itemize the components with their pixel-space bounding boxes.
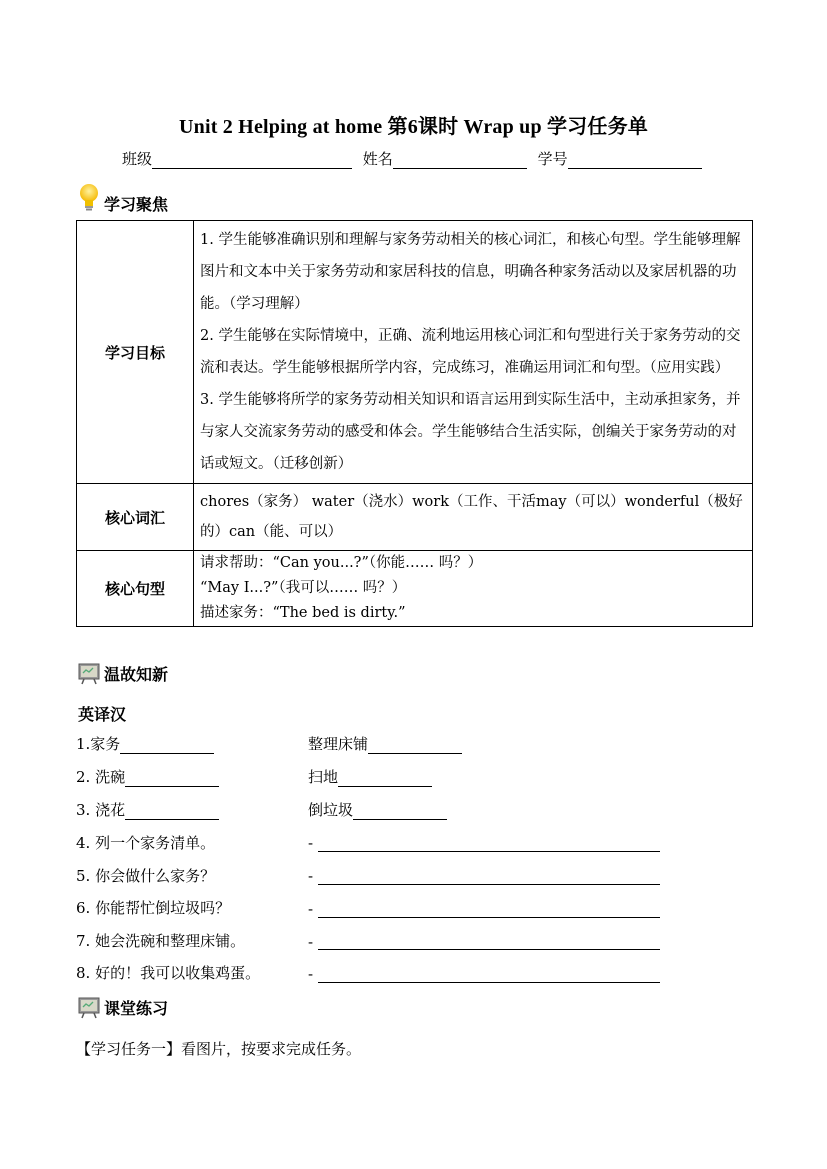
chalkboard-icon: [78, 663, 100, 685]
exercise-item: [308, 733, 462, 754]
review-heading: 温故知新: [104, 665, 169, 684]
learning-focus-table: [76, 220, 753, 627]
goals-label: 学习目标: [77, 221, 194, 484]
translate-subheading: 英译汉: [78, 705, 127, 724]
answer-blank[interactable]: [368, 736, 462, 754]
sentence-prompt: 7. 她会洗碗和整理床铺。: [76, 932, 246, 950]
chalkboard-icon: [78, 997, 100, 1019]
sentences-cell: [194, 551, 753, 627]
prompt-text: 扫地: [308, 768, 339, 786]
page-title: Unit 2 Helping at home 第6课时 Wrap up 学习任务单: [179, 116, 648, 138]
class-label: 班级: [122, 150, 153, 168]
vocab-label: 核心词汇: [77, 484, 194, 551]
name-field[interactable]: [393, 150, 527, 169]
dash-mark: -: [308, 900, 314, 918]
practice-section-header: [78, 996, 168, 1019]
focus-heading: 学习聚焦: [104, 195, 169, 214]
exercise-item: [308, 799, 447, 820]
answer-blank[interactable]: [338, 769, 432, 787]
answer-line[interactable]: [318, 981, 660, 983]
vocab-row: [77, 484, 753, 551]
task-instruction: 【学习任务一】看图片，按要求完成任务。: [76, 1040, 362, 1058]
id-field[interactable]: [568, 150, 702, 169]
dash-mark: -: [308, 834, 314, 852]
answer-blank[interactable]: [353, 802, 447, 820]
sentence-pattern: 描述家务：“The bed is dirty.”: [200, 605, 406, 621]
sentence-prompt: 6. 你能帮忙倒垃圾吗？: [76, 899, 231, 917]
sentence-pattern: “May I...?”（我可以…… 吗？）: [200, 580, 407, 596]
goal-item: 2. 学生能够在实际情境中，正确、流利地运用核心词汇和句型进行关于家务劳动的交流和表达。学生能够根据所学内容，完成练习，准确运用词汇和句型。（应用实践）: [200, 328, 741, 376]
answer-line[interactable]: [318, 916, 660, 918]
dash-mark: -: [308, 965, 314, 983]
exercise-item: [76, 799, 219, 820]
answer-blank[interactable]: [125, 802, 219, 820]
exercise-item: [76, 766, 219, 787]
sentence-prompt: 8. 好的！我可以收集鸡蛋。: [76, 964, 261, 982]
answer-line[interactable]: [318, 948, 660, 950]
dash-mark: -: [308, 867, 314, 885]
answer-line[interactable]: [318, 883, 660, 885]
sentence-prompt: 5. 你会做什么家务？: [76, 867, 216, 885]
id-label: 学号: [537, 150, 568, 168]
goal-item: 1. 学生能够准确识别和理解与家务劳动相关的核心词汇，和核心句型。学生能够理解图片和文本中关于家务劳动和家居科技的信息，明确各种家务活动以及家居机器的功能。（学习理解）: [200, 232, 741, 312]
vocab-cell: chores（家务） water（浇水）work（工作、干活may（可以）wonderful（极好的）can（能、可以）: [194, 484, 753, 551]
answer-line[interactable]: [318, 850, 660, 852]
focus-section-header: [78, 180, 168, 215]
review-section-header: [78, 662, 168, 685]
student-info-row: [122, 148, 702, 169]
exercise-item: [308, 766, 432, 787]
sentences-row: [77, 551, 753, 627]
prompt-text: 2. 洗碗: [76, 768, 126, 786]
sentence-prompt: 4. 列一个家务清单。: [76, 834, 216, 852]
prompt-text: 3. 浇花: [76, 801, 126, 819]
goals-row: [77, 221, 753, 484]
answer-blank[interactable]: [120, 736, 214, 754]
class-field[interactable]: [152, 150, 352, 169]
goal-item: 3. 学生能够将所学的家务劳动相关知识和语言运用到实际生活中，主动承担家务，并与家人交流家务劳动的感受和体会。学生能够结合生活实际，创编关于家务劳动的对话或短文。（迁移创新）: [200, 392, 741, 472]
sentences-label: 核心句型: [77, 551, 194, 627]
prompt-text: 1.家务: [76, 735, 121, 753]
prompt-text: 整理床铺: [308, 735, 369, 753]
exercise-item: [76, 733, 214, 754]
prompt-text: 倒垃圾: [308, 801, 354, 819]
sentence-pattern: 请求帮助：“Can you...?”（你能…… 吗？）: [200, 555, 483, 571]
name-label: 姓名: [362, 150, 393, 168]
answer-blank[interactable]: [125, 769, 219, 787]
goals-cell: [194, 221, 753, 484]
dash-mark: -: [308, 933, 314, 951]
lightbulb-icon: [78, 183, 100, 213]
practice-heading: 课堂练习: [104, 999, 169, 1018]
